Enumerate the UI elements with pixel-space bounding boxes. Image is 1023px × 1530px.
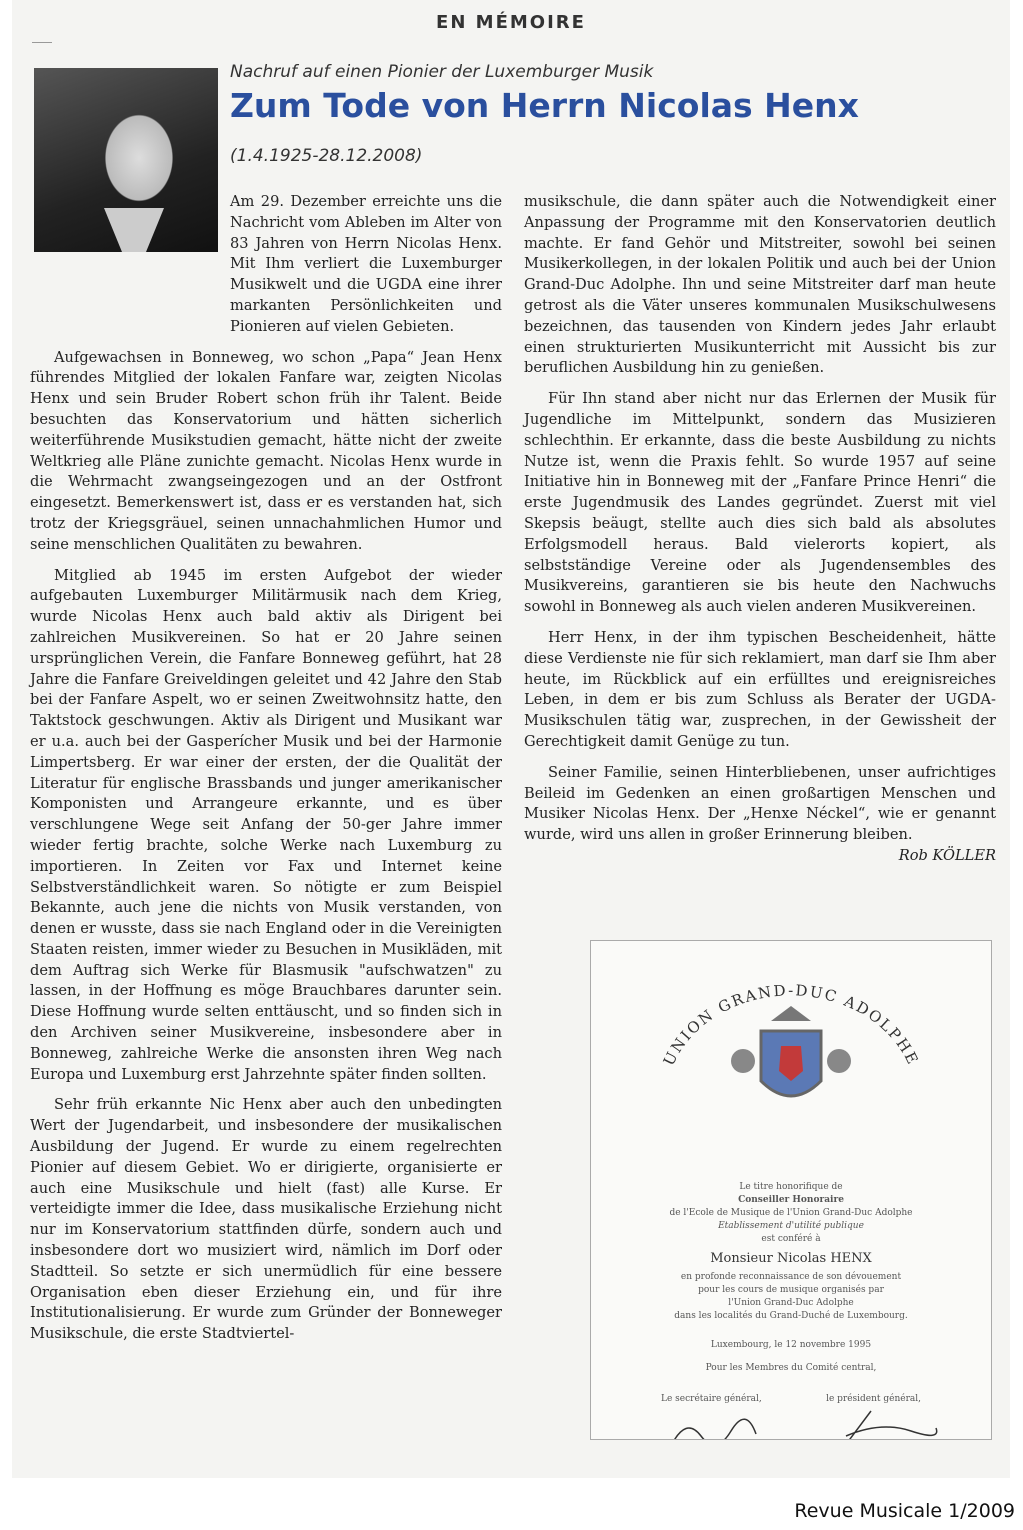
signatures: [591, 1406, 991, 1440]
author: Rob KÖLLER: [898, 846, 996, 864]
cert-line: est conféré à: [761, 1234, 821, 1244]
paragraph: Sehr früh erkannte Nic Henx aber auch den unbedingten Wert der Jugendarbeit, und insbesondere der musikalischen Ausbildung der Jugend. Er wurde zu einem regelrechten Pionier auf diesem Gebiet. Wo er dirigierte, organisierte er auch eine Musikschule und hielt (fast) alle Kurse. Er verteidigte immer die Idee, dass musikalische Erziehung nicht nur im Konservatorium stattfinden dürfe, sondern auch und insbesondere dort wo musiziert wird, nämlich im Dorf oder Stadtteil. So setzte er sich unermüdlich für eine bessere Organisation eben dieser Erziehung ein, und für ihre Institutionalisierung. Er wurde zum Gründer der Bonneweger Musikschule, die erste Stadtviertel-: [30, 1096, 502, 1343]
svg-text:UNION GRAND-DUC ADOLPHE: UNION GRAND-DUC ADOLPHE: [659, 981, 923, 1069]
section-heading: EN MÉMOIRE: [436, 12, 586, 33]
cert-signatory-right: le président général,: [826, 1394, 921, 1404]
left-column: [30, 192, 502, 1355]
paragraph: Für Ihn stand aber nicht nur das Erlernen der Musik für Jugendliche im Mittelpunkt, sondern das Musizieren schlechthin. Er erkannte, dass die beste Ausbildung zu nichts Nutze ist, wenn die Praxis fehlt. So wurde 1957 auf seine Initiative hin in Bonneweg mit der „Fanfare Prince Henri“ die erste Jugendmusik des Landes gegründet. Zuerst mit viel Skepsis beäugt, stellte auch dies sich bald als absolutes Erfolgsmodell heraus. Bald vielerorts kopiert, als selbstständige Vereine oder als Jugendensembles des Musikvereins, garantieren sie bis heute den Nachwuchs sowohl in Bonneweg als auch vielen anderen Musikvereinen.: [524, 390, 996, 616]
cert-line: pour les cours de musique organisés par: [698, 1285, 884, 1295]
cert-line: en profonde reconnaissance de son dévouement: [680, 1272, 902, 1282]
cert-line: Etablissement d'utilité publique: [718, 1221, 864, 1231]
cert-signatory-left: Le secrétaire général,: [661, 1394, 762, 1404]
certificate-image: [590, 940, 992, 1440]
cert-line: l'Union Grand-Duc Adolphe: [728, 1298, 854, 1308]
cert-date: Luxembourg, le 12 novembre 1995: [710, 1340, 872, 1350]
paragraph: Herr Henx, in der ihm typischen Bescheidenheit, hätte diese Verdienste nie für sich reklamiert, man darf sie Ihm aber heute, im Rückblick auf ein erfülltes und ereignisreiches Leben, in dem er bis zum Schluss als Berater der UGDA-Musikschulen tätig war, zusprechen, in der Gewissheit der Gerechtigkeit damit Genüge zu tun.: [524, 628, 996, 750]
scanned-page: [12, 0, 1010, 1478]
cert-line: Le titre honorifique de: [739, 1182, 843, 1192]
cert-line: dans les localités du Grand-Duché de Luxembourg.: [674, 1311, 908, 1321]
paragraph: musikschule, die dann später auch die Notwendigkeit einer Anpassung der Programme mit den Konservatorien deutlich machte. Er fand Gehör und Mitstreiter, sowohl bei seinen Musikerkollegen, in der lokalen Politik und auch bei der Union Grand-Duc Adolphe. Ihn und seine Mitstreiter darf man heute getrost als die Väter unseres kommunalen Musikschulwesens bezeichnen, das tausenden von Kindern jedes Jahr erlaubt einen strukturierten Musikunterricht mit Aussicht bis zur beruflichen Ausbildung hin zu genießen.: [524, 193, 996, 377]
paragraph: Aufgewachsen in Bonneweg, wo schon „Papa“ Jean Henx führendes Mitglied der lokalen Fanfare war, zeigten Nicolas Henx und sein Bruder Robert schon früh ihr Talent. Beide besuchten das Konservatorium und hätten sicherlich weiterführende Musikstudien gemacht, hätte nicht der zweite Weltkrieg alle Pläne zunichte gemacht. Nicolas Henx wurde in die Wehrmacht zwangseingezogen und an der Ostfront eingesetzt. Bemerkenswert ist, dass er es verstanden hat, sich trotz der Kriegsgräuel, seinen unnachahmlichen Humor und seine menschlichen Qualitäten zu bewahren.: [30, 348, 502, 553]
paragraph: Am 29. Dezember erreichte uns die Nachricht vom Ableben im Alter von 83 Jahren von Herrn Nicolas Henx. Mit Ihm verliert die Luxemburger Musikwelt und die UGDA eine ihrer markanten Persönlichkeiten und Pionieren auf vielen Gebieten.: [230, 193, 502, 335]
kicker: Nachruf auf einen Pionier der Luxemburger Musik: [230, 62, 654, 82]
cert-line: de l'Ecole de Musique de l'Union Grand-Duc Adolphe: [669, 1208, 913, 1218]
article-title: Zum Tode von Herrn Nicolas Henx: [230, 86, 859, 125]
life-dates: (1.4.1925-28.12.2008): [230, 146, 423, 166]
footer-issue: Revue Musicale 1/2009: [794, 1500, 1015, 1522]
cert-line: Conseiller Honoraire: [738, 1195, 844, 1205]
paragraph: Mitglied ab 1945 im ersten Aufgebot der wieder aufgebauten Luxemburger Militärmusik nach dem Krieg, wurde Nicolas Henx auch bald aktiv als Dirigent bei zahlreichen Musikvereinen. So hat er 20 Jahre seinen ursprünglichen Verein, die Fanfare Bonneweg geführt, hat 28 Jahre die Fanfare Greiveldingen geleitet und 42 Jahre den Stab bei der Fanfare Aspelt, wo er seinen Zweitwohnsitz hatte, den Taktstock geschwungen. Aktiv als Dirigent und Musikant war er u.a. auch bei der Gasperícher Musik und bei der Harmonie Limpertsberg. Er war einer der ersten, der die Qualität der Literatur für englische Brassbands und junger amerikanischer Komponisten und Arrangeure erkannte, und es über verschlungene Wege seit Anfang der 50-ger Jahre immer wieder fertig brachte, solche Werke nach Luxemburg zu importieren. In Zeiten vor Fax und Internet keine Selbstverständlichkeit waren. So nötigte er zum Beispiel Bekannte, auch jene die nichts von Musik verstanden, von denen er wusste, dass sie nach England oder in die Vereinigten Staaten reisten, immer wieder zu Besuchen in Musikläden, mit dem Auftrag sich Werke für Blasmusik "aufschwatzen" zu lassen, in der Hoffnung es möge Brauchbares darunter sein. Diese Hoffnung wurde selten enttäuscht, und so finden sich in den Archiven seiner Musikvereine, insbesondere aber in Bonneweg, zahlreiche Werke die ansonsten ihren Weg nach Europa und Luxemburg erst Jahrzehnte später finden sollten.: [30, 566, 502, 1083]
right-column: [524, 192, 996, 867]
cert-recipient: Monsieur Nicolas HENX: [710, 1251, 872, 1266]
coat-of-arms-icon: [731, 1001, 851, 1121]
cert-committee: Pour les Membres du Comité central,: [705, 1363, 877, 1373]
divider: [32, 42, 52, 43]
paragraph: Seiner Familie, seinen Hinterbliebenen, unser aufrichtiges Beileid im Gedenken an einen großartigen Menschen und Musiker Nicolas Henx. Der „Henxe Néckel“, wie er genannt wurde, wird uns allen in großer Erinnerung bleiben.: [524, 763, 996, 844]
